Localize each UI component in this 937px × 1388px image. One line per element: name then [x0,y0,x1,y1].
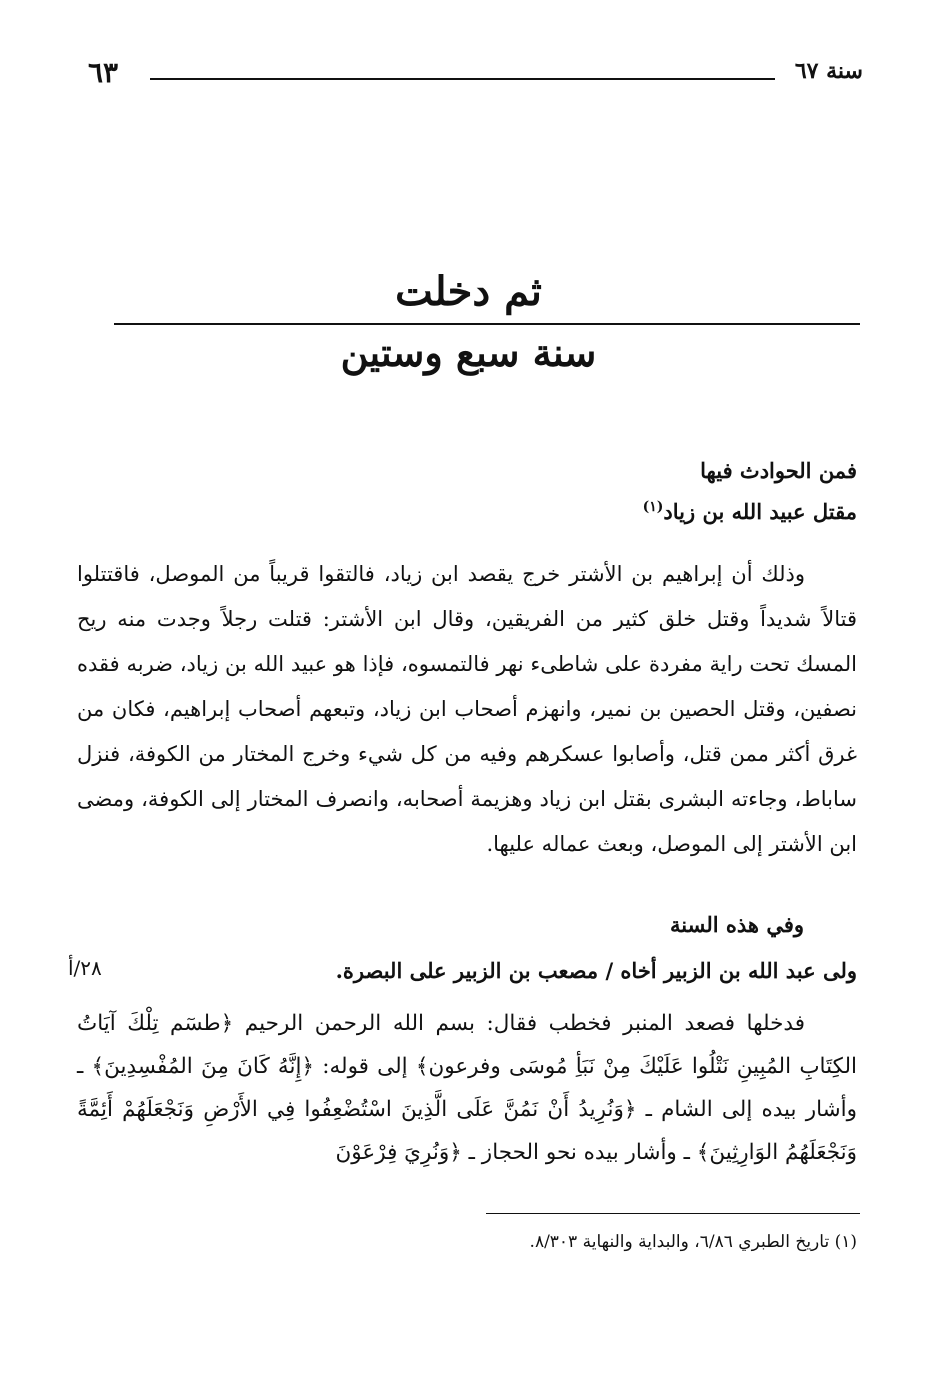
footnote-rule [486,1213,860,1214]
footnote-marker: (١) [642,499,664,515]
page-number: ٦٣ [88,56,119,89]
body-paragraph [77,1002,857,1174]
chapter-title-line1: ثم دخلت [395,268,542,315]
manuscript-folio-note: ٢٨/أ [68,956,102,980]
subheading-text: مقتل عبيد الله بن زياد [663,499,857,524]
paragraph-indent [805,562,857,586]
header-rule [150,78,775,80]
paragraph-indent [805,1011,857,1036]
running-header-year: سنة ٦٧ [794,58,863,84]
chapter-title-line2: سنة سبع وستين [340,330,597,375]
running-header [88,58,863,94]
section-subheading: ولى عبد الله بن الزبير أخاه / مصعب بن الزبير على البصرة. [335,958,857,983]
title-rule [114,323,860,325]
section-heading: وفي هذه السنة [670,912,804,937]
section-subheading [643,499,857,524]
body-paragraph [77,552,857,867]
section-heading: فمن الحوادث فيها [700,458,857,483]
paragraph-text: وذلك أن إبراهيم بن الأشتر خرج يقصد ابن زياد، فالتقوا قريباً من الموصل، فاقتتلوا قتالاً شديداً وقتل خلق كثير من الفريقين، وقال ابن الأشتر: قتلت رجلاً وجدت منه ريح المسك تحت راية مفردة على شاطىء نهر فالتمسوه، فإذا هو عبيد الله بن زياد، ضربه فقده نصفين، وقتل الحصين بن نمير، وانهزم أصحاب ابن زياد، وتبعهم أصحاب إبراهيم، فكان من غرق أكثر ممن قتل، وأصابوا عسكرهم وفيه من كل شيء وخرج المختار من الكوفة، فنزل ساباط، وجاءته البشرى بقتل ابن زياد وهزيمة أصحابه، وانصرف المختار إلى الكوفة، ومضى ابن الأشتر إلى الموصل، وبعث عماله عليها. [77,562,857,856]
paragraph-text: فدخلها فصعد المنبر فخطب فقال: بسم الله الرحمن الرحيم ﴿طسٓم تِلْكَ آيَاتُ الكِتَابِ المُبِينِ نَتْلُوا عَلَيْكَ مِنْ نَبَأِ مُوسَى وفرعون﴾ إلى قوله: ﴿إِنَّهُ كَانَ مِنَ المُفْسِدِينَ﴾ ـ وأشار بيده إلى الشام ـ ﴿وَنُرِيدُ أَنْ نَمُنَّ عَلَى الَّذِينَ اسْتُضْعِفُوا فِي الأَرْضِ وَنَجْعَلَهُمْ أَئِمَّةً وَنَجْعَلَهُمُ الوَارِثِينَ﴾ ـ وأشار بيده نحو الحجاز ـ ﴿وَنُرِيَ فِرْعَوْنَ [77,1011,857,1165]
footnote: (١) تاريخ الطبري ٦/٨٦، والبداية والنهاية ٨/٣٠٣. [529,1232,857,1252]
